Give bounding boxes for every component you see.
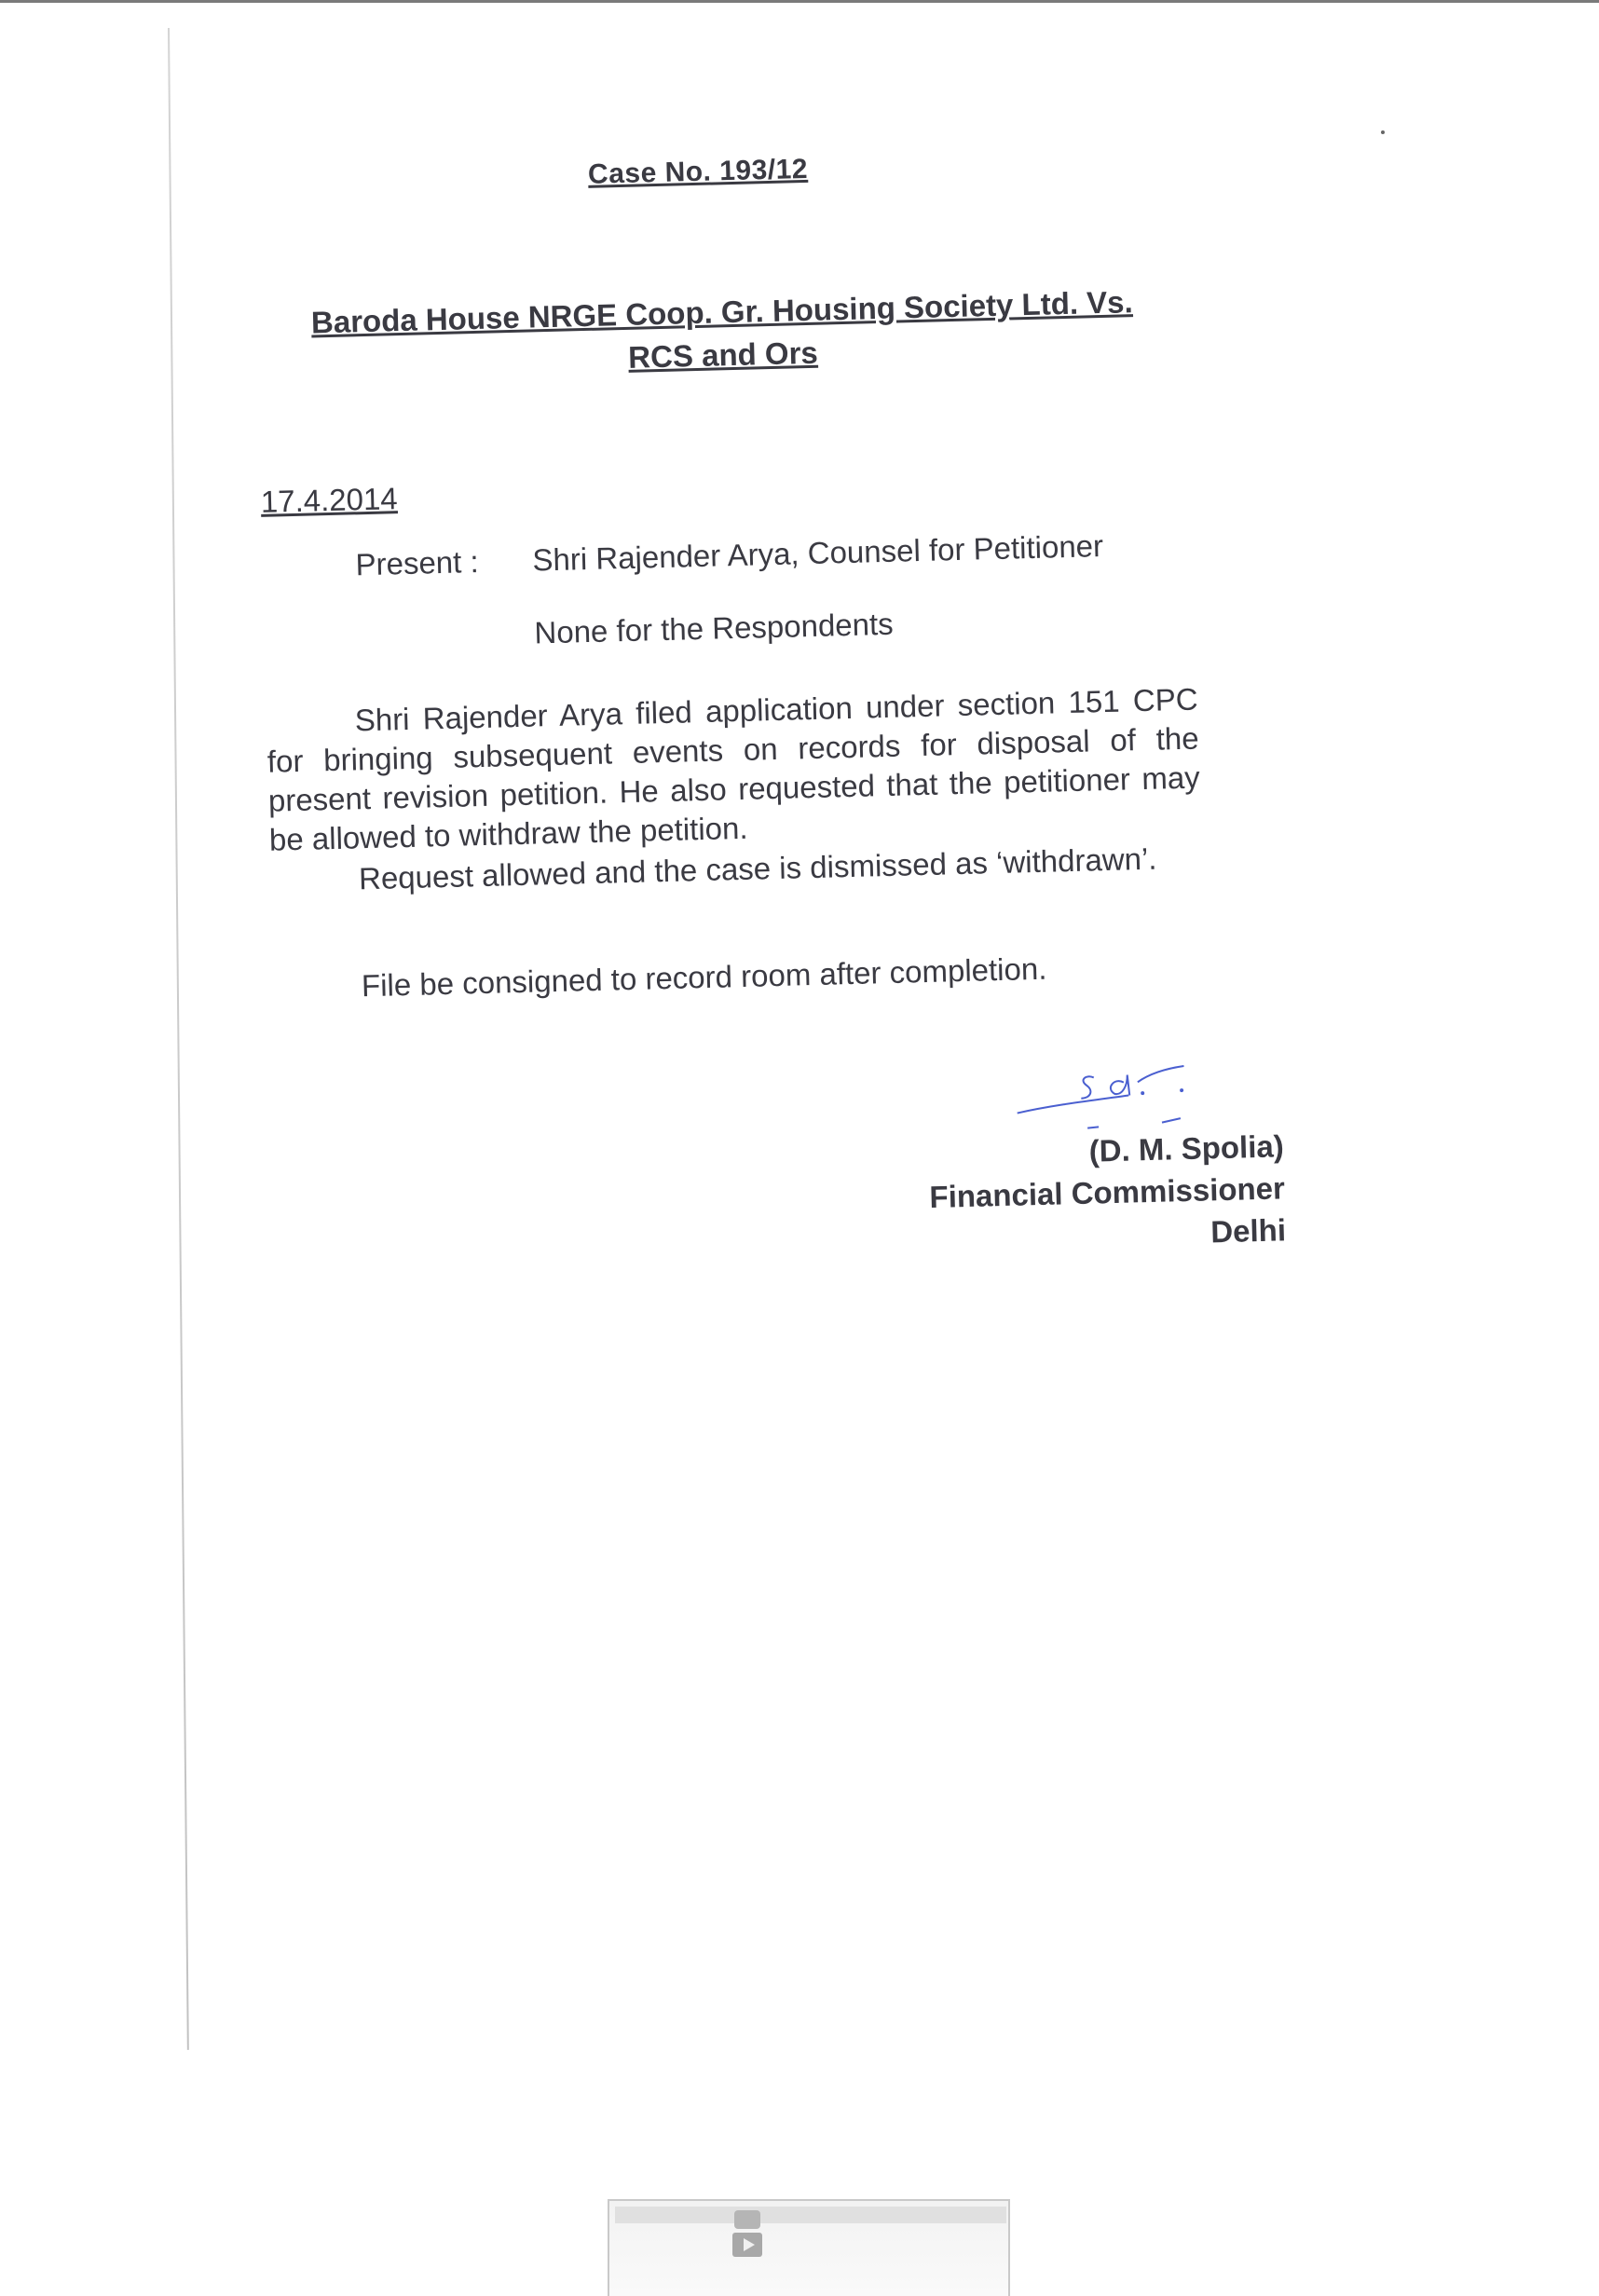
scanner-bottom-tab <box>608 2199 1010 2296</box>
present-respondent: None for the Respondents <box>534 606 895 650</box>
left-margin-line <box>168 28 189 2050</box>
signatory-place: Delhi <box>1210 1212 1287 1250</box>
case-number: Case No. 193/12 <box>587 153 809 190</box>
page-top-edge <box>0 0 1599 3</box>
order-paragraph-2: Request allowed and the case is dismissed as ‘withdrawn’. <box>358 840 1157 896</box>
parties-line-1: Baroda House NRGE Coop. Gr. Housing Society Ltd. Vs. <box>310 284 1134 340</box>
signatory-block <box>817 1125 1286 1263</box>
camera-icon <box>731 2210 764 2261</box>
present-label: Present : <box>355 543 480 582</box>
signatory-name: (D. M. Spolia) <box>1088 1128 1285 1168</box>
signatory-title: Financial Commissioner <box>929 1170 1286 1214</box>
order-paragraph-1: Shri Rajender Arya filed application under section 151 CPC for bringing subsequent events on records for disposal of the present revision petition. He also requested that the petitioner may be allowed to withdraw the petition. <box>266 681 1201 857</box>
bottom-tab-bar <box>615 2207 1006 2223</box>
court-order-document <box>252 115 1287 1250</box>
scan-speck <box>1381 130 1385 134</box>
hearing-date: 17.4.2014 <box>260 481 399 519</box>
case-parties-title <box>255 280 1189 389</box>
parties-line-2: RCS and Ors <box>627 335 819 375</box>
present-petitioner-counsel: Shri Rajender Arya, Counsel for Petitioner <box>532 528 1104 578</box>
order-paragraph-3: File be consigned to record room after completion. <box>361 950 1047 1004</box>
